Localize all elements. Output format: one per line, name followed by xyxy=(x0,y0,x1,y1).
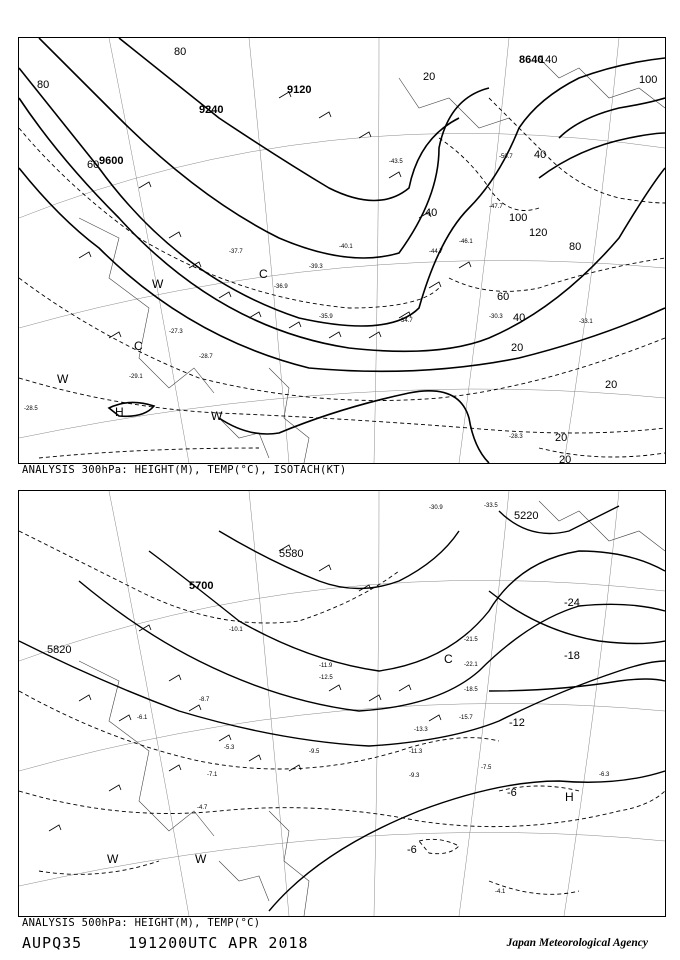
isotach-label: 80 xyxy=(569,241,582,253)
temp-obs: -4.1 xyxy=(495,889,506,895)
cold-center-symbol: C xyxy=(444,652,453,666)
cold-center-symbol: C xyxy=(134,339,143,353)
temp-obs: -40.1 xyxy=(339,244,353,250)
temp-obs: -37.7 xyxy=(229,249,243,255)
height-label: 5220 xyxy=(514,510,539,522)
height-label: 5700 xyxy=(189,580,214,592)
dashed-contours xyxy=(19,98,665,458)
height-label: 5820 xyxy=(47,644,72,656)
height-contours xyxy=(19,506,665,911)
temp-obs: -18.5 xyxy=(464,687,478,693)
temp-label: -18 xyxy=(564,650,580,662)
temp-obs: -5.3 xyxy=(224,745,235,751)
temp-obs: -10.1 xyxy=(229,627,243,633)
temp-obs: -28.7 xyxy=(199,354,213,360)
temp-obs: -28.3 xyxy=(509,434,523,440)
isotach-label: 20 xyxy=(555,432,568,444)
height-label: 9240 xyxy=(199,104,224,116)
map-panel-300hpa xyxy=(18,37,666,464)
temp-obs: -47.7 xyxy=(489,204,503,210)
isotach-label: 20 xyxy=(511,342,524,354)
warm-center-symbol: W xyxy=(152,277,164,291)
warm-center-symbol: W xyxy=(195,852,207,866)
isotach-label: 100 xyxy=(509,212,528,224)
warm-center-symbol: W xyxy=(57,372,69,386)
temp-label: -24 xyxy=(564,597,580,609)
temp-obs: -33.1 xyxy=(579,319,593,325)
temp-label: -6 xyxy=(507,787,517,799)
warm-center-symbol: W xyxy=(211,409,223,423)
isotach-label: 60 xyxy=(497,291,510,303)
isotach-label: 40 xyxy=(534,149,547,161)
isotach-label: 140 xyxy=(539,54,558,66)
temp-obs: -6.1 xyxy=(137,715,148,721)
temp-obs: -9.5 xyxy=(309,749,320,755)
caption-500hpa: ANALYSIS 500hPa: HEIGHT(M), TEMP(°C) xyxy=(22,917,261,929)
height-label: 9120 xyxy=(287,84,312,96)
temp-obs: -44.7 xyxy=(429,249,443,255)
map-panel-500hpa xyxy=(18,490,666,917)
temp-label: -6 xyxy=(407,844,417,856)
isotach-label: 20 xyxy=(423,71,436,83)
temp-obs: -35.9 xyxy=(319,314,333,320)
temp-obs: -39.3 xyxy=(309,264,323,270)
temp-obs: -27.3 xyxy=(169,329,183,335)
temp-obs: -43.5 xyxy=(389,159,403,165)
isotach-label: 60 xyxy=(87,159,100,171)
temp-obs: -7.5 xyxy=(481,765,492,771)
temp-obs: -21.5 xyxy=(464,637,478,643)
isotach-label: 100 xyxy=(639,74,658,86)
temp-obs: -8.7 xyxy=(199,697,210,703)
isotach-label: 80 xyxy=(37,79,50,91)
map-300hpa xyxy=(19,38,665,463)
agency-name: Japan Meteorological Agency xyxy=(506,937,648,949)
temp-obs: -30.3 xyxy=(489,314,503,320)
isotach-label: 40 xyxy=(513,312,526,324)
chart-valid-time: 191200UTC APR 2018 xyxy=(128,934,309,952)
height-label: 5580 xyxy=(279,548,304,560)
temp-obs: -29.1 xyxy=(129,374,143,380)
temp-obs: -33.5 xyxy=(484,503,498,509)
temp-obs: -12.5 xyxy=(319,675,333,681)
caption-300hpa: ANALYSIS 300hPa: HEIGHT(M), TEMP(°C), ISOTACH(KT) xyxy=(22,464,347,476)
temp-obs: -50.7 xyxy=(499,154,513,160)
isotach-label: 120 xyxy=(529,227,548,239)
temp-obs: -11.9 xyxy=(319,663,333,669)
isotach-label: 80 xyxy=(174,46,187,58)
chart-code: AUPQ35 xyxy=(22,934,83,952)
temp-obs: -9.3 xyxy=(409,773,420,779)
high-pressure-symbol: H xyxy=(565,790,574,804)
dashed-contours xyxy=(19,531,665,894)
temp-obs: -22.1 xyxy=(464,662,478,668)
temp-obs: -13.3 xyxy=(414,727,428,733)
temp-obs: -7.1 xyxy=(207,772,218,778)
isotach-label: 20 xyxy=(559,454,572,463)
temp-obs: -34.7 xyxy=(399,318,413,324)
temp-obs: -6.3 xyxy=(599,772,610,778)
height-label: 9600 xyxy=(99,155,124,167)
map-500hpa xyxy=(19,491,665,916)
high-pressure-symbol: H xyxy=(115,405,124,419)
temp-obs: -4.7 xyxy=(197,805,208,811)
temp-obs: -46.1 xyxy=(459,239,473,245)
temp-obs: -15.7 xyxy=(459,715,473,721)
temp-obs: -36.9 xyxy=(274,284,288,290)
isotach-label: 40 xyxy=(425,207,438,219)
warm-center-symbol: W xyxy=(107,852,119,866)
temp-label: -12 xyxy=(509,717,525,729)
isotach-label: 20 xyxy=(605,379,618,391)
temp-obs: -30.9 xyxy=(429,505,443,511)
temp-obs: -11.3 xyxy=(409,749,423,755)
temp-obs: -28.5 xyxy=(24,406,38,412)
wind-barbs xyxy=(49,545,441,831)
cold-center-symbol: C xyxy=(259,267,268,281)
height-label: 8640 xyxy=(519,54,544,66)
